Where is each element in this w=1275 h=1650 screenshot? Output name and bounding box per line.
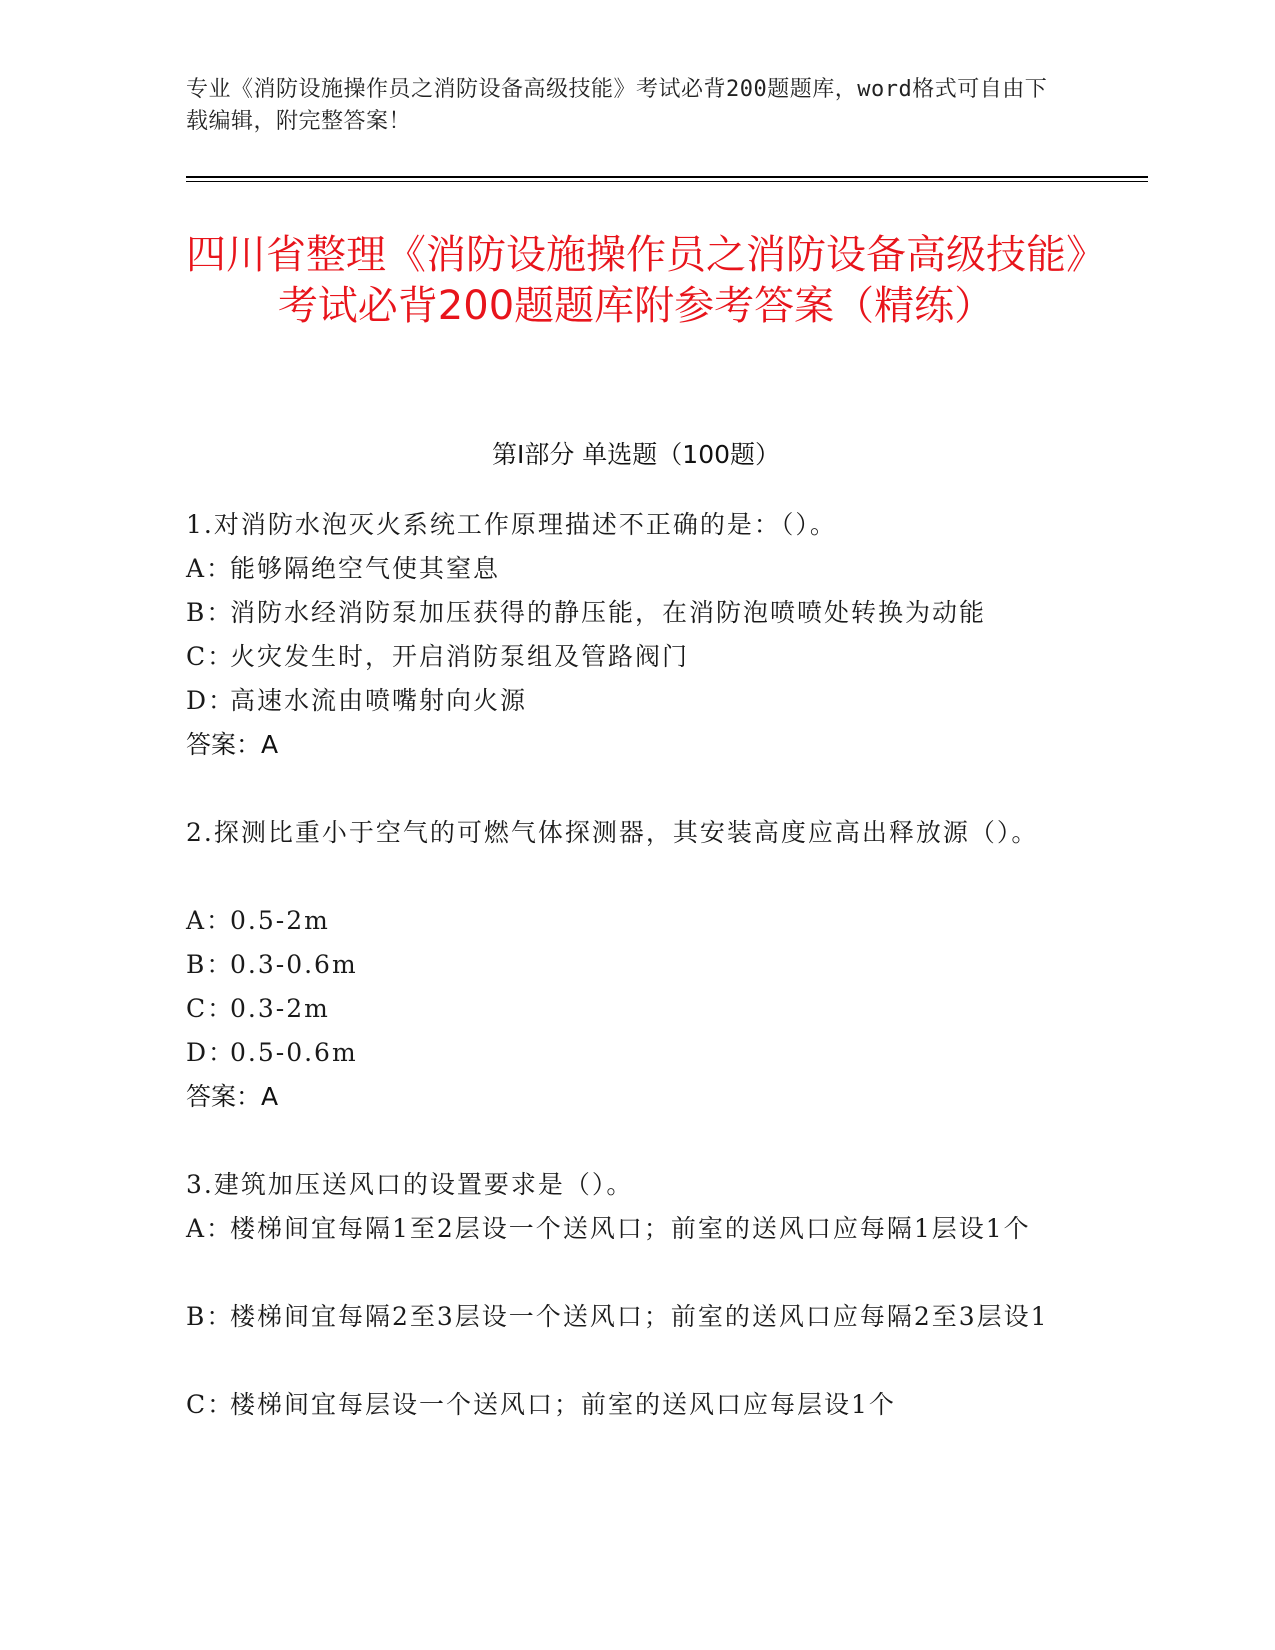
question-2-answer: 答案：A <box>186 1082 279 1111</box>
question-1-stem: 1.对消防水泡灭火系统工作原理描述不正确的是：（）。 <box>186 510 837 539</box>
option-key: C： <box>186 994 235 1023</box>
option-text: 楼梯间宜每隔1至2层设一个送风口；前室的送风口应每隔1层设1个 <box>230 1214 1031 1243</box>
question-2-option-b <box>186 942 1066 987</box>
document-header-note: 专业《消防设施操作员之消防设备高级技能》考试必背200题题库，word格式可自由下载编辑，附完整答案！ <box>186 77 1048 134</box>
option-text: 楼梯间宜每隔2至3层设一个送风口；前室的送风口应每隔2至3层设1 <box>230 1302 1049 1331</box>
header-divider-thin <box>186 181 1148 182</box>
question-1-option-d <box>186 678 1066 723</box>
question-2-option-a <box>186 898 1066 943</box>
question-1-answer: 答案：A <box>186 730 279 759</box>
option-text: 0.3-2m <box>230 994 330 1023</box>
section-heading: 第I部分 单选题（100题） <box>491 440 781 469</box>
document-title: 四川省整理《消防设施操作员之消防设备高级技能》考试必背200题题库附参考答案（精练） <box>186 232 1086 329</box>
question-3-option-c <box>186 1382 1066 1427</box>
option-text: 0.5-2m <box>230 906 330 935</box>
option-key: B： <box>186 1302 234 1331</box>
option-text: 0.5-0.6m <box>230 1038 358 1067</box>
question-3-option-a <box>186 1206 1066 1251</box>
question-1-option-a <box>186 546 1066 591</box>
option-key: A： <box>186 1214 234 1243</box>
question-1-option-c <box>186 634 1066 679</box>
option-text: 能够隔绝空气使其窒息 <box>230 554 501 583</box>
question-3-option-b <box>186 1294 1066 1339</box>
header-divider-thick <box>186 176 1148 178</box>
option-key: B： <box>186 598 234 627</box>
option-text: 火灾发生时，开启消防泵组及管路阀门 <box>230 642 690 671</box>
option-key: D： <box>186 1038 236 1067</box>
option-key: C： <box>186 1390 235 1419</box>
question-2-option-d <box>186 1030 1066 1075</box>
option-key: B： <box>186 950 234 979</box>
option-text: 消防水经消防泵加压获得的静压能，在消防泡喷喷处转换为动能 <box>230 598 987 627</box>
option-key: D： <box>186 686 236 715</box>
question-3-stem: 3.建筑加压送风口的设置要求是（）。 <box>186 1170 634 1199</box>
option-text: 高速水流由喷嘴射向火源 <box>230 686 528 715</box>
option-key: A： <box>186 554 234 583</box>
option-key: A： <box>186 906 234 935</box>
option-text: 楼梯间宜每层设一个送风口；前室的送风口应每层设1个 <box>230 1390 896 1419</box>
question-1-option-b <box>186 590 1066 635</box>
option-text: 0.3-0.6m <box>230 950 358 979</box>
question-2-stem: 2.探测比重小于空气的可燃气体探测器，其安装高度应高出释放源（）。 <box>186 818 1039 847</box>
option-key: C： <box>186 642 235 671</box>
question-2-option-c <box>186 986 1066 1031</box>
